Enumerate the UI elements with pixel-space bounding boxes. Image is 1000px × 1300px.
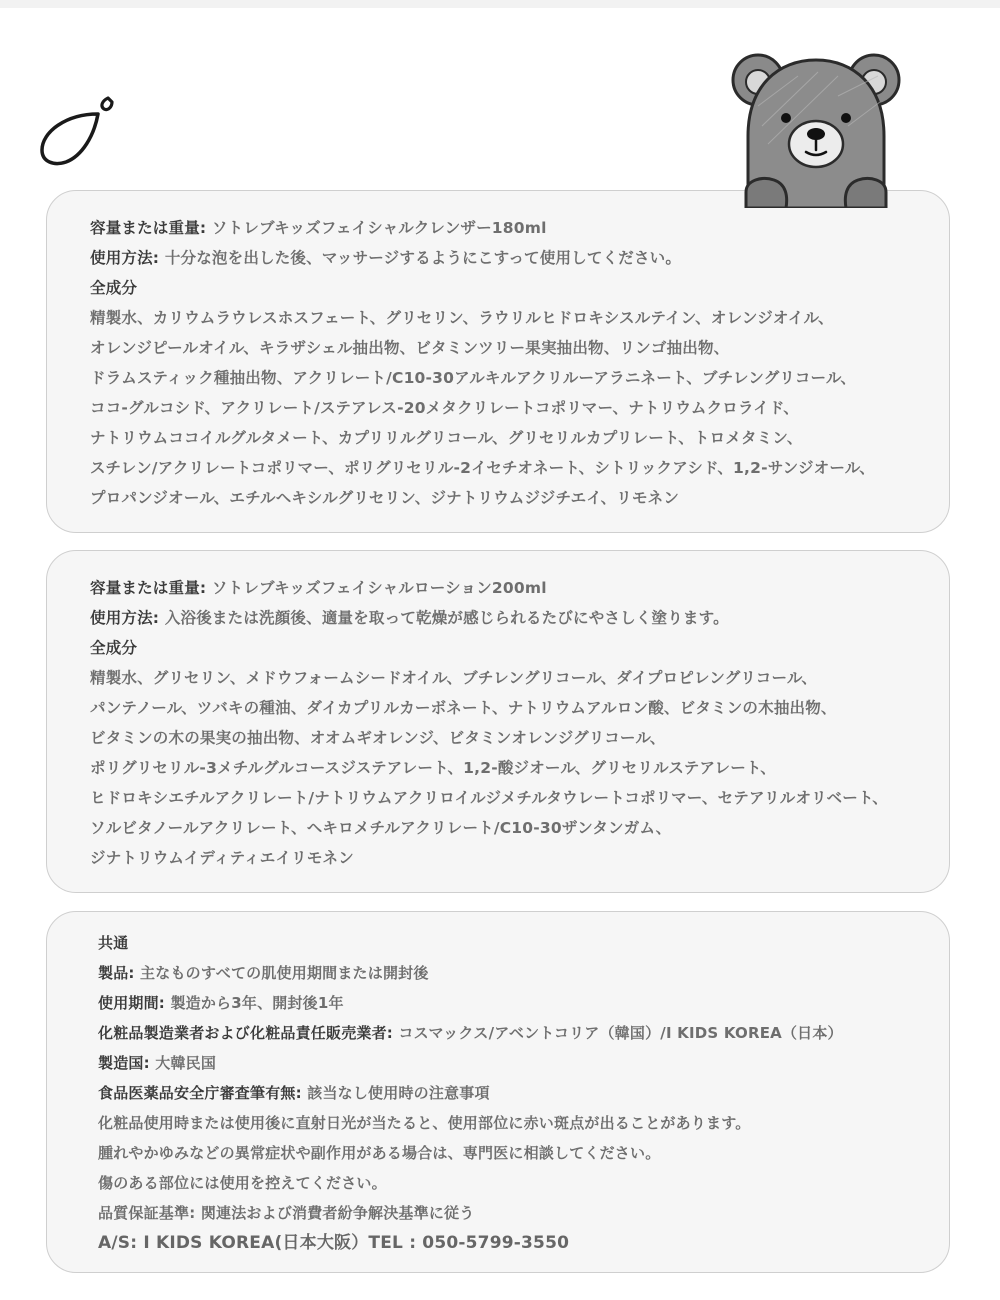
top-band: [0, 0, 1000, 8]
period-label: 使用期間:: [98, 994, 165, 1012]
country-label: 製造国:: [98, 1054, 150, 1072]
product-row: [98, 958, 919, 988]
ingredients-heading: 全成分: [90, 639, 138, 657]
country-value: 大韓民国: [155, 1054, 217, 1072]
review-label: 食品医薬品安全庁審査筆有無:: [98, 1084, 302, 1102]
ingredient-line: オレンジピールオイル、キラザシェル抽出物、ビタミンツリー果実抽出物、リンゴ抽出物、: [90, 339, 730, 357]
ingredient-line: プロパンジオール、エチルヘキシルグリセリン、ジナトリウムジジチエイ、リモネン: [90, 489, 680, 507]
caution-line: 傷のある部位には使用を控えてください。: [98, 1174, 387, 1192]
period-row: [98, 988, 919, 1018]
capacity-value: ソトレブキッズフェイシャルクレンザー180ml: [211, 219, 547, 237]
ingredient-line: ヒドロキシエチルアクリレート/ナトリウムアクリロイルジメチルタウレートコポリマー、セテアリルオリベート、: [90, 789, 888, 807]
usage-row: [90, 603, 919, 633]
review-row: [98, 1078, 919, 1108]
country-row: [98, 1048, 919, 1078]
capacity-label: 容量または重量:: [90, 579, 207, 597]
maker-label: 化粧品製造業者および化粧品責任販売業者:: [98, 1024, 394, 1042]
common-heading: 共通: [98, 934, 129, 952]
ingredient-line: ナトリウムココイルグルタメート、カプリリルグリコール、グリセリルカプリレート、トロメタミン、: [90, 429, 803, 447]
quality-line: 品質保証基準: 関連法および消費者紛争解決基準に従う: [98, 1204, 475, 1222]
ingredient-line: ソルビタノールアクリレート、ヘキロメチルアクリレート/C10-30ザンタンガム、: [90, 819, 672, 837]
ingredient-line: 精製水、カリウムラウレスホスフェート、グリセリン、ラウリルヒドロキシスルテイン、オレンジオイル、: [90, 309, 834, 327]
usage-label: 使用方法:: [90, 249, 160, 267]
product-value: 主なものすべての肌使用期間または開封後: [140, 964, 429, 982]
usage-value: 十分な泡を出した後、マッサージするようにこすって使用してください。: [164, 249, 682, 267]
cleanser-info-card: [46, 190, 950, 533]
ingredient-line: ポリグリセリル-3メチルグルコースジステアレート、1,2-酸ジオール、グリセリルステアレート、: [90, 759, 776, 777]
review-value: 該当なし使用時の注意事項: [307, 1084, 490, 1102]
water-drop-icon: [36, 92, 126, 172]
caution-line: 腫れやかゆみなどの異常症状や副作用がある場合は、専門医に相談してください。: [98, 1144, 661, 1162]
ingredient-line: 精製水、グリセリン、メドウフォームシードオイル、ブチレングリコール、ダイプロピレングリコール、: [90, 669, 818, 687]
ingredient-line: ビタミンの木の果実の抽出物、オオムギオレンジ、ビタミンオレンジグリコール、: [90, 729, 666, 747]
maker-value: コスマックス/アベントコリア（韓国）/I KIDS KOREA（日本）: [398, 1024, 843, 1042]
usage-label: 使用方法:: [90, 609, 160, 627]
ingredient-line: スチレン/アクリレートコポリマー、ポリグリセリル-2イセチオネート、シトリックアシド、1,2-サンジオール、: [90, 459, 875, 477]
ingredient-line: ココ-グルコシド、アクリレート/ステアレス-20メタクリレートコポリマー、ナトリウムクロライド、: [90, 399, 799, 417]
usage-row: [90, 243, 919, 273]
usage-value: 入浴後または洗顔後、適量を取って乾燥が感じられるたびにやさしく塗ります。: [164, 609, 729, 627]
period-value: 製造から3年、開封後1年: [170, 994, 344, 1012]
ingredient-line: ジナトリウムイディティエイリモネン: [90, 849, 354, 867]
capacity-row: [90, 573, 919, 603]
bear-illustration: [728, 46, 904, 208]
ingredients-heading: 全成分: [90, 279, 138, 297]
capacity-value: ソトレブキッズフェイシャルローション200ml: [211, 579, 547, 597]
capacity-label: 容量または重量:: [90, 219, 207, 237]
caution-line: 化粧品使用時または使用後に直射日光が当たると、使用部位に赤い斑点が出ることがあります。: [98, 1114, 751, 1132]
lotion-info-card: [46, 550, 950, 893]
maker-row: [98, 1018, 919, 1048]
common-info-card: [46, 911, 950, 1273]
capacity-row: [90, 213, 919, 243]
as-contact-line: A/S: I KIDS KOREA(日本大阪）TEL : 050-5799-3550: [98, 1233, 570, 1253]
ingredient-line: ドラムスティック種抽出物、アクリレート/C10-30アルキルアクリルーアラニネート、ブチレングリコール、: [90, 369, 857, 387]
product-label: 製品:: [98, 964, 135, 982]
ingredient-line: パンテノール、ツバキの種油、ダイカプリルカーボネート、ナトリウムアルロン酸、ビタミンの木抽出物、: [90, 699, 837, 717]
